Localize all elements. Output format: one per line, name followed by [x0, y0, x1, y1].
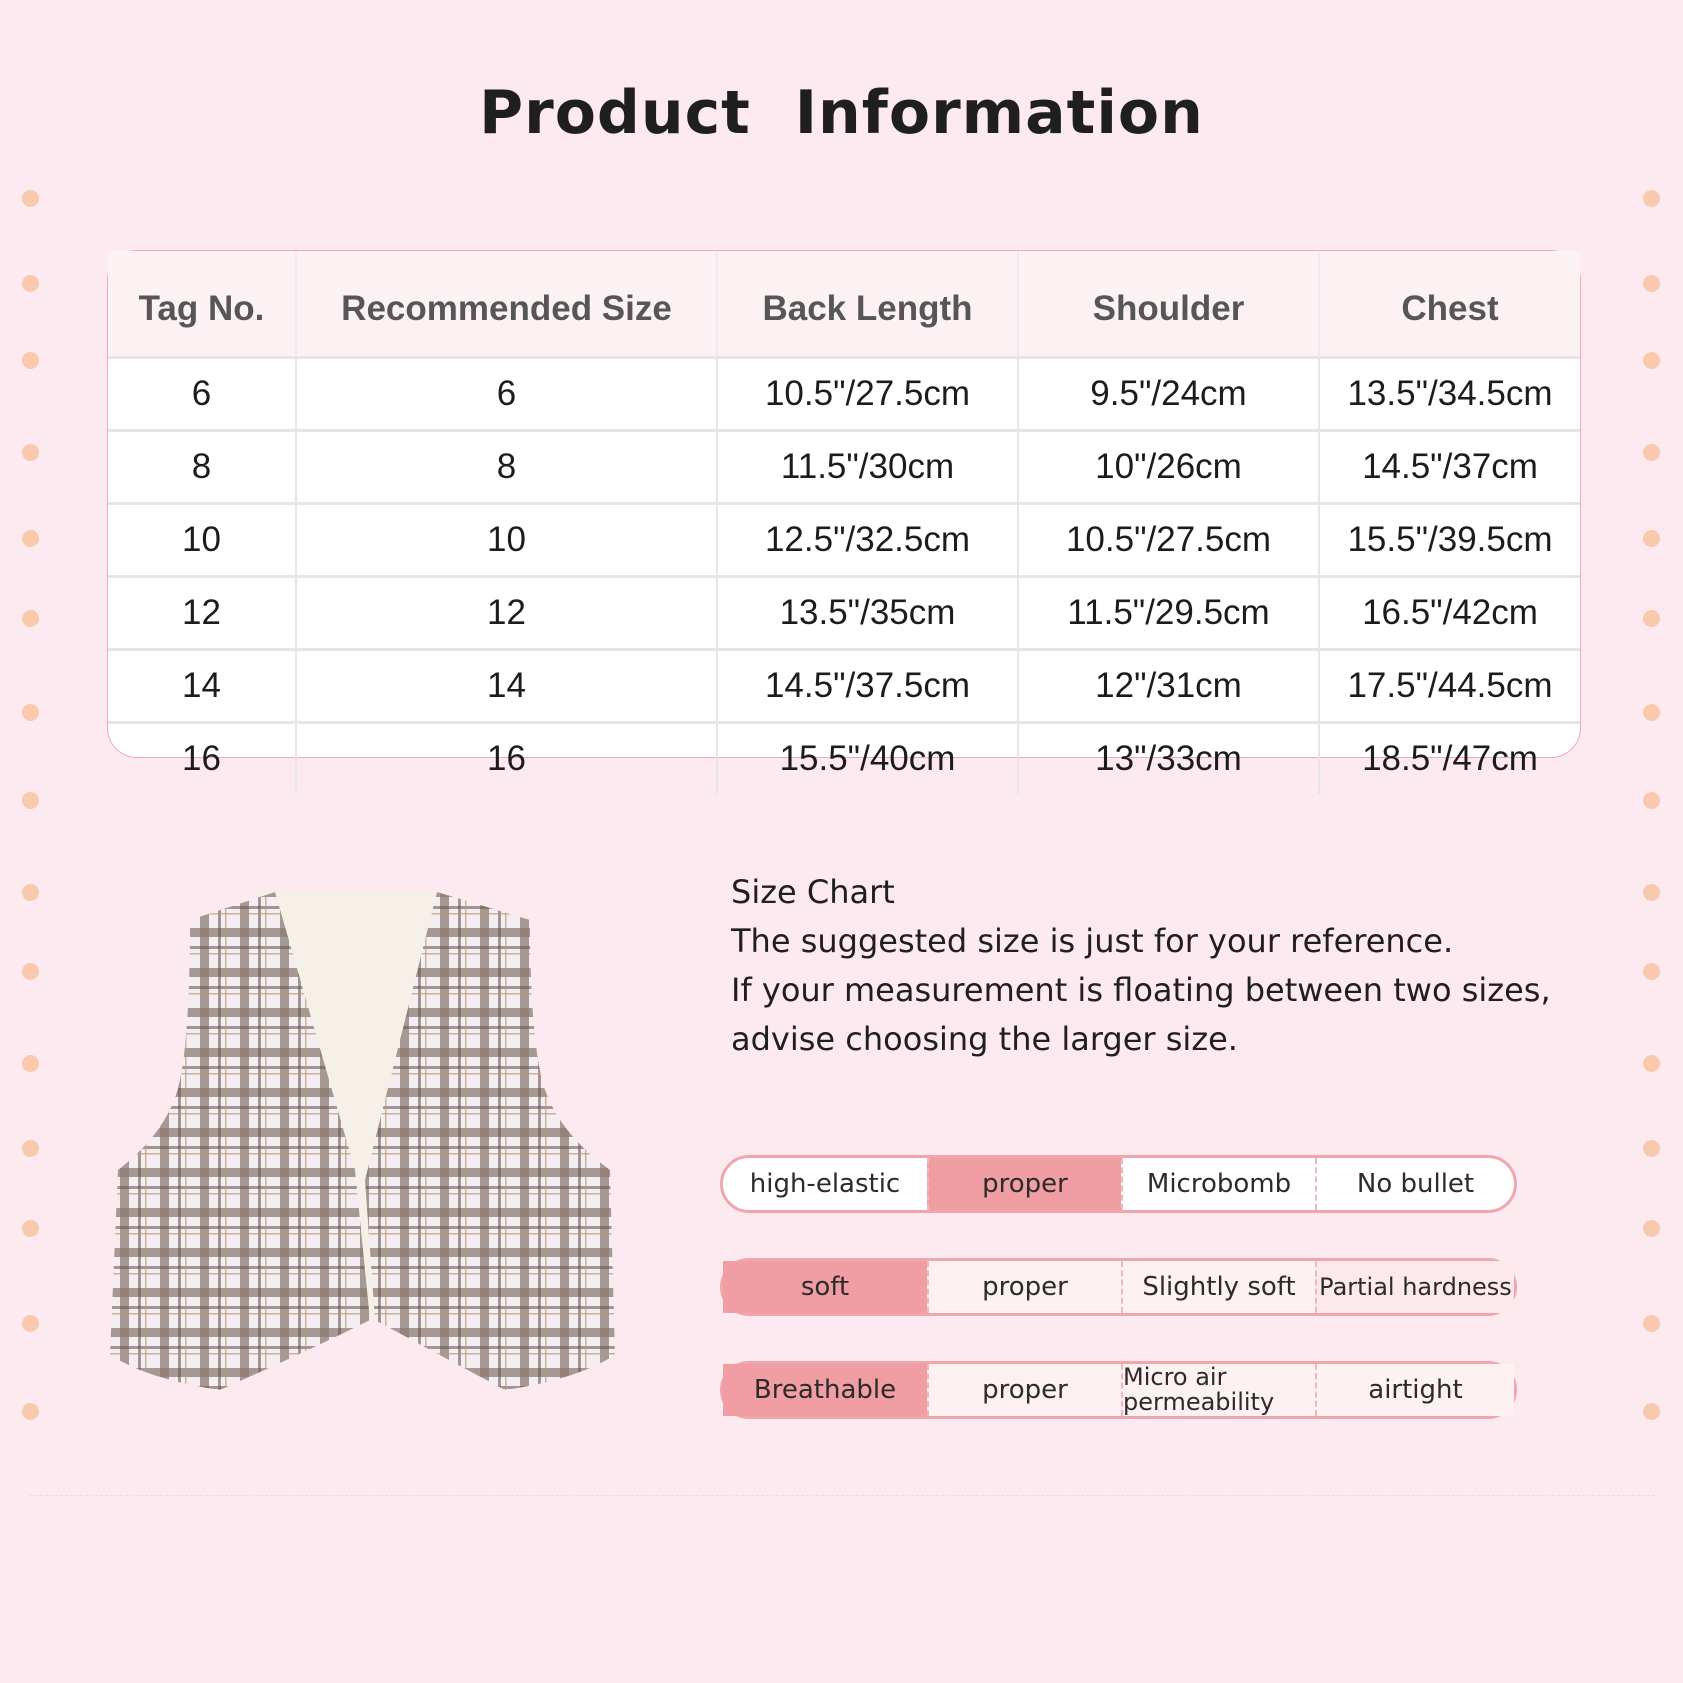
cell-chest: 18.5"/47cm [1319, 723, 1580, 795]
plaid-vest-image [110, 880, 620, 1400]
description-line: If your measurement is floating between two sizes, [731, 971, 1551, 1009]
cell-shoulder: 11.5"/29.5cm [1018, 577, 1319, 650]
dot-decoration [22, 530, 39, 547]
dot-decoration [1643, 610, 1660, 627]
dot-decoration [22, 190, 39, 207]
elasticity-option-high-elastic: high-elastic [749, 1169, 901, 1199]
cell-tag-no: 14 [108, 650, 296, 723]
dot-decoration [22, 444, 39, 461]
softness-option-partial-hardness: Partial hardness [1315, 1261, 1514, 1313]
dot-decoration [22, 963, 39, 980]
cell-tag-no: 6 [108, 358, 296, 431]
dot-decoration [1643, 1315, 1660, 1332]
cell-chest: 17.5"/44.5cm [1319, 650, 1580, 723]
column-header-tag-no: Tag No. [108, 251, 296, 358]
breathability-scale [720, 1361, 1517, 1419]
cell-back-length: 14.5"/37.5cm [717, 650, 1018, 723]
cell-tag-no: 12 [108, 577, 296, 650]
dot-decoration [22, 884, 39, 901]
breathability-option-breathable-selected: Breathable [723, 1364, 927, 1416]
column-header-shoulder: Shoulder [1018, 251, 1319, 358]
dot-decoration [1643, 1220, 1660, 1237]
cell-chest: 14.5"/37cm [1319, 431, 1580, 504]
cell-back-length: 10.5"/27.5cm [717, 358, 1018, 431]
page-title: Product Information [479, 78, 1204, 148]
cell-tag-no: 16 [108, 723, 296, 795]
dot-decoration [1643, 352, 1660, 369]
cell-shoulder: 12"/31cm [1018, 650, 1319, 723]
cell-chest: 15.5"/39.5cm [1319, 504, 1580, 577]
cell-shoulder: 10.5"/27.5cm [1018, 504, 1319, 577]
column-header-chest: Chest [1319, 251, 1580, 358]
dot-decoration [22, 1055, 39, 1072]
column-header-recommended-size: Recommended Size [296, 251, 717, 358]
dot-decoration [1643, 1140, 1660, 1157]
dot-decoration [1643, 1403, 1660, 1420]
size-table-card [107, 250, 1581, 778]
cell-chest: 13.5"/34.5cm [1319, 358, 1580, 431]
dot-decoration [22, 792, 39, 809]
description-heading: Size Chart [731, 873, 895, 911]
dot-decoration [22, 610, 39, 627]
cell-shoulder: 10"/26cm [1018, 431, 1319, 504]
cell-back-length: 15.5"/40cm [717, 723, 1018, 795]
cell-shoulder: 13"/33cm [1018, 723, 1319, 795]
dot-decoration [22, 1220, 39, 1237]
dot-decoration [1643, 884, 1660, 901]
dot-decoration [22, 352, 39, 369]
dot-decoration [1643, 190, 1660, 207]
cell-chest: 16.5"/42cm [1319, 577, 1580, 650]
cell-recommended-size: 14 [296, 650, 717, 723]
softness-option-slightly-soft: Slightly soft [1121, 1261, 1315, 1313]
dot-decoration [22, 1140, 39, 1157]
cell-back-length: 11.5"/30cm [717, 431, 1018, 504]
divider [30, 1495, 1655, 1497]
table-row [108, 358, 1580, 431]
softness-option-proper: proper [927, 1261, 1121, 1313]
cell-recommended-size: 6 [296, 358, 717, 431]
size-table [108, 251, 1580, 794]
cell-back-length: 12.5"/32.5cm [717, 504, 1018, 577]
table-row [108, 431, 1580, 504]
elasticity-option-no-bullet: No bullet [1315, 1158, 1514, 1210]
dot-decoration [22, 1315, 39, 1332]
breathability-option-proper: proper [927, 1364, 1121, 1416]
softness-scale [720, 1258, 1517, 1316]
cell-recommended-size: 10 [296, 504, 717, 577]
cell-recommended-size: 8 [296, 431, 717, 504]
left-dot-column [22, 0, 42, 1683]
cell-recommended-size: 12 [296, 577, 717, 650]
table-row [108, 723, 1580, 795]
cell-tag-no: 8 [108, 431, 296, 504]
dot-decoration [1643, 704, 1660, 721]
dot-decoration [1643, 792, 1660, 809]
cell-back-length: 13.5"/35cm [717, 577, 1018, 650]
dot-decoration [1643, 1055, 1660, 1072]
table-row [108, 650, 1580, 723]
table-row [108, 504, 1580, 577]
cell-shoulder: 9.5"/24cm [1018, 358, 1319, 431]
breathability-option-airtight: airtight [1315, 1364, 1514, 1416]
dot-decoration [1643, 275, 1660, 292]
right-dot-column [1643, 0, 1663, 1683]
column-header-back-length: Back Length [717, 251, 1018, 358]
cell-recommended-size: 16 [296, 723, 717, 795]
description-line: advise choosing the larger size. [731, 1020, 1238, 1058]
cell-tag-no: 10 [108, 504, 296, 577]
elasticity-option-microbomb: Microbomb [1121, 1158, 1315, 1210]
dot-decoration [22, 275, 39, 292]
elasticity-scale [720, 1155, 1517, 1213]
dot-decoration [22, 704, 39, 721]
softness-option-soft-selected: soft [723, 1261, 927, 1313]
breathability-option-micro-air-permeability: Micro air permeability [1121, 1364, 1315, 1416]
elasticity-option-proper-selected: proper [927, 1158, 1121, 1210]
table-header-row [108, 251, 1580, 358]
dot-decoration [1643, 444, 1660, 461]
description-line: The suggested size is just for your reference. [731, 922, 1454, 960]
dot-decoration [22, 1403, 39, 1420]
table-row [108, 577, 1580, 650]
dot-decoration [1643, 530, 1660, 547]
dot-decoration [1643, 963, 1660, 980]
size-chart-description [731, 868, 1591, 1064]
